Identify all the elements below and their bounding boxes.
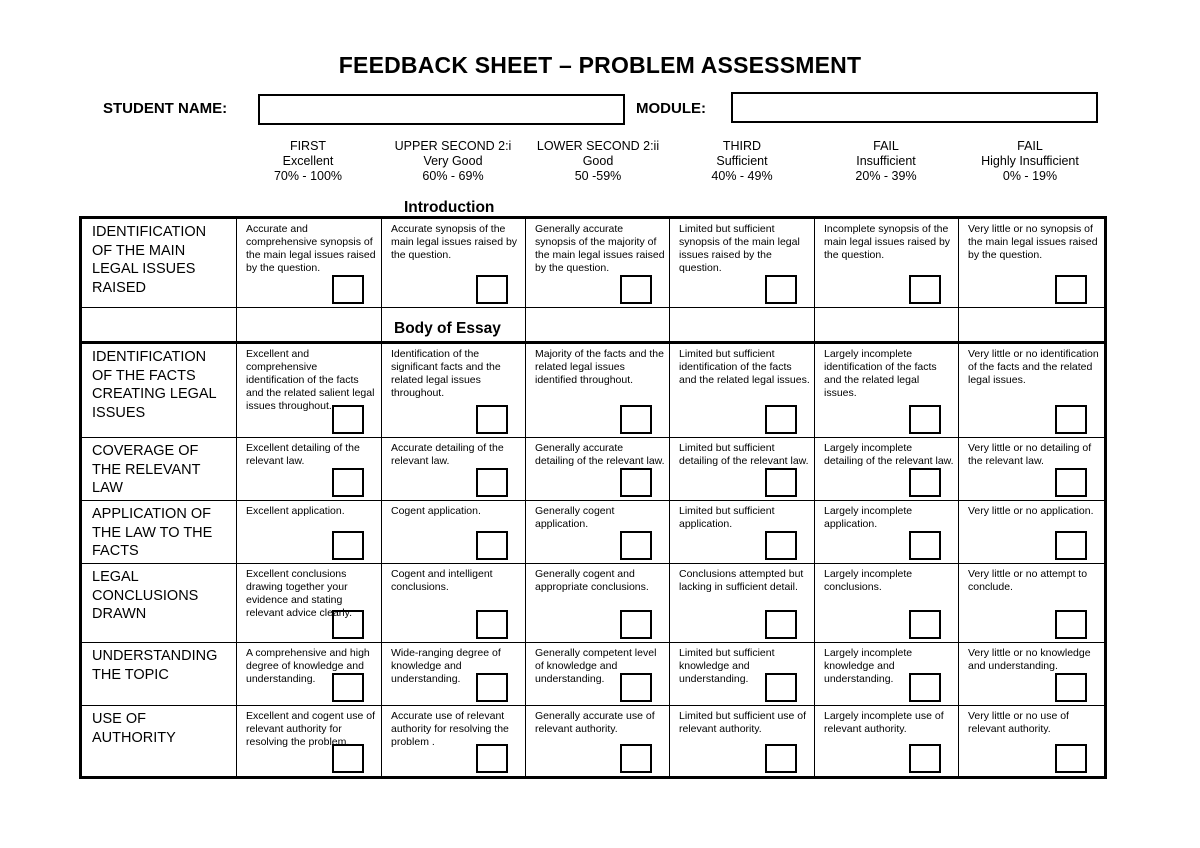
descriptor-cell	[526, 501, 670, 564]
grade-checkbox[interactable]	[1055, 673, 1087, 702]
grade-checkbox[interactable]	[765, 610, 797, 639]
grade-checkbox[interactable]	[476, 744, 508, 773]
criterion-row	[81, 438, 1106, 501]
grade-header	[814, 139, 958, 184]
criterion-row	[81, 501, 1106, 564]
section-introduction-label: Introduction	[404, 199, 495, 216]
grade-header	[381, 139, 525, 184]
separator-cell	[81, 308, 237, 343]
grade-descriptor: Highly Insufficient	[981, 154, 1079, 168]
descriptor-text: Excellent and cogent use of relevant authority for resolving the problem.	[246, 710, 376, 748]
descriptor-cell	[959, 438, 1106, 501]
descriptor-cell	[526, 218, 670, 308]
descriptor-cell	[670, 706, 815, 778]
descriptor-text: Accurate and comprehensive synopsis of the main legal issues raised by the question.	[246, 223, 376, 274]
grade-descriptor: Good	[582, 154, 614, 168]
criterion-label: UNDERSTANDING THE TOPIC	[81, 643, 237, 706]
descriptor-cell	[237, 564, 382, 643]
grade-range: 50 -59%	[574, 169, 622, 183]
grade-checkbox[interactable]	[909, 673, 941, 702]
grade-checkbox[interactable]	[765, 744, 797, 773]
grade-checkbox[interactable]	[909, 468, 941, 497]
criterion-label: IDENTIFICATION OF THE MAIN LEGAL ISSUES RAISED	[81, 218, 237, 308]
descriptor-cell	[959, 218, 1106, 308]
criterion-label: IDENTIFICATION OF THE FACTS CREATING LEGAL ISSUES	[81, 343, 237, 438]
descriptor-text: Largely incomplete identification of the facts and the related legal issues.	[824, 348, 937, 399]
descriptor-cell	[959, 643, 1106, 706]
descriptor-text: Limited but sufficient application.	[679, 505, 775, 530]
grade-checkbox[interactable]	[765, 468, 797, 497]
descriptor-cell	[237, 643, 382, 706]
criterion-row	[81, 706, 1106, 778]
grade-range: 40% - 49%	[711, 169, 773, 183]
descriptor-text: Excellent and comprehensive identification of the facts and the related salient legal issues throughout.	[246, 348, 375, 412]
grade-checkbox[interactable]	[620, 468, 652, 497]
descriptor-text: Generally accurate detailing of the relevant law.	[535, 442, 665, 467]
grade-checkbox[interactable]	[332, 275, 364, 304]
criterion-row	[81, 564, 1106, 643]
descriptor-cell	[670, 643, 815, 706]
descriptor-cell	[670, 343, 815, 438]
descriptor-text: Very little or no synopsis of the main legal issues raised by the question.	[968, 223, 1098, 261]
grade-descriptor: Sufficient	[716, 154, 768, 168]
descriptor-text: Limited but sufficient detailing of the relevant law.	[679, 442, 809, 467]
grade-checkbox[interactable]	[476, 275, 508, 304]
descriptor-cell	[526, 643, 670, 706]
grade-checkbox[interactable]	[620, 673, 652, 702]
grade-checkbox[interactable]	[909, 405, 941, 434]
grade-checkbox[interactable]	[332, 744, 364, 773]
descriptor-text: Very little or no detailing of the relevant law.	[968, 442, 1092, 467]
descriptor-cell	[959, 706, 1106, 778]
descriptor-text: Majority of the facts and the related legal issues identified throughout.	[535, 348, 664, 386]
descriptor-text: Very little or no use of relevant authority.	[968, 710, 1069, 735]
grade-checkbox[interactable]	[765, 673, 797, 702]
grade-range: 60% - 69%	[422, 169, 484, 183]
descriptor-cell	[237, 706, 382, 778]
descriptor-cell	[237, 343, 382, 438]
grade-checkbox[interactable]	[476, 405, 508, 434]
grade-checkbox[interactable]	[765, 531, 797, 560]
descriptor-cell	[526, 343, 670, 438]
descriptor-text: Excellent detailing of the relevant law.	[246, 442, 360, 467]
grade-checkbox[interactable]	[1055, 610, 1087, 639]
descriptor-text: Generally accurate synopsis of the majority of the main legal issues raised by the question.	[535, 223, 665, 274]
separator-cell	[670, 308, 815, 343]
descriptor-text: Cogent application.	[391, 505, 481, 517]
descriptor-text: Very little or no knowledge and understanding.	[968, 647, 1091, 672]
grade-checkbox[interactable]	[909, 275, 941, 304]
descriptor-text: Generally competent level of knowledge and understanding.	[535, 647, 657, 685]
grade-name: FIRST	[289, 139, 327, 153]
student-name-field[interactable]	[258, 94, 625, 125]
descriptor-text: Wide-ranging degree of knowledge and understanding.	[391, 647, 501, 685]
separator-cell	[815, 308, 959, 343]
grade-checkbox[interactable]	[332, 610, 364, 639]
grade-name: FAIL	[1017, 139, 1043, 153]
descriptor-text: Conclusions attempted but lacking in sufficient detail.	[679, 568, 804, 593]
page-title: FEEDBACK SHEET – PROBLEM ASSESSMENT	[338, 52, 862, 78]
criterion-row	[81, 643, 1106, 706]
descriptor-text: Accurate use of relevant authority for resolving the problem .	[391, 710, 509, 748]
descriptor-cell	[670, 501, 815, 564]
grade-checkbox[interactable]	[1055, 405, 1087, 434]
descriptor-text: Excellent conclusions drawing together your evidence and stating relevant advice clearly.	[246, 568, 353, 619]
descriptor-cell	[815, 501, 959, 564]
separator-cell	[382, 308, 526, 343]
descriptor-cell	[237, 218, 382, 308]
criterion-row	[81, 343, 1106, 438]
grade-checkbox[interactable]	[620, 610, 652, 639]
grade-checkbox[interactable]	[620, 744, 652, 773]
descriptor-cell	[526, 438, 670, 501]
grade-range: 70% - 100%	[273, 169, 343, 183]
descriptor-cell	[526, 706, 670, 778]
grade-descriptor: Excellent	[282, 154, 334, 168]
descriptor-cell	[959, 343, 1106, 438]
descriptor-cell	[815, 643, 959, 706]
separator-cell	[959, 308, 1106, 343]
grade-checkbox[interactable]	[476, 468, 508, 497]
module-field[interactable]	[731, 92, 1098, 123]
criterion-row	[81, 218, 1106, 308]
descriptor-text: Largely incomplete knowledge and understanding.	[824, 647, 913, 685]
descriptor-text: Very little or no application.	[968, 505, 1094, 517]
grade-checkbox[interactable]	[476, 673, 508, 702]
module-label: MODULE:	[636, 100, 706, 117]
descriptor-cell	[815, 218, 959, 308]
descriptor-cell	[959, 564, 1106, 643]
grade-checkbox[interactable]	[765, 275, 797, 304]
grade-checkbox[interactable]	[620, 405, 652, 434]
descriptor-text: Cogent and intelligent conclusions.	[391, 568, 493, 593]
descriptor-text: Largely incomplete application.	[824, 505, 913, 530]
descriptor-cell	[382, 706, 526, 778]
descriptor-cell	[959, 501, 1106, 564]
descriptor-cell	[815, 438, 959, 501]
grade-checkbox[interactable]	[332, 531, 364, 560]
descriptor-cell	[237, 501, 382, 564]
descriptor-cell	[670, 218, 815, 308]
descriptor-cell	[382, 643, 526, 706]
grade-descriptor: Very Good	[423, 154, 483, 168]
grade-header	[236, 139, 380, 184]
grade-checkbox[interactable]	[620, 275, 652, 304]
descriptor-text: Generally cogent and appropriate conclusions.	[535, 568, 649, 593]
grade-header	[670, 139, 814, 184]
descriptor-text: Generally cogent application.	[535, 505, 615, 530]
grade-checkbox[interactable]	[476, 531, 508, 560]
criterion-label: COVERAGE OF THE RELEVANT LAW	[81, 438, 237, 501]
grade-checkbox[interactable]	[332, 405, 364, 434]
descriptor-text: Limited but sufficient knowledge and understanding.	[679, 647, 775, 685]
criterion-label: USE OF AUTHORITY	[81, 706, 237, 778]
grade-header	[958, 139, 1102, 184]
grade-checkbox[interactable]	[332, 673, 364, 702]
grade-checkbox[interactable]	[620, 531, 652, 560]
descriptor-text: Largely incomplete conclusions.	[824, 568, 913, 593]
descriptor-text: Accurate detailing of the relevant law.	[391, 442, 504, 467]
grade-checkbox[interactable]	[1055, 275, 1087, 304]
rubric-table	[79, 216, 1107, 779]
grade-descriptor: Insufficient	[856, 154, 916, 168]
separator-cell	[526, 308, 670, 343]
descriptor-cell	[237, 438, 382, 501]
grade-range: 0% - 19%	[1002, 169, 1058, 183]
descriptor-text: Incomplete synopsis of the main legal issues raised by the question.	[824, 223, 951, 261]
grade-checkbox[interactable]	[332, 468, 364, 497]
grade-checkbox[interactable]	[1055, 744, 1087, 773]
descriptor-cell	[670, 564, 815, 643]
descriptor-cell	[815, 564, 959, 643]
grade-name: FAIL	[873, 139, 899, 153]
grade-checkbox[interactable]	[1055, 468, 1087, 497]
grade-checkbox[interactable]	[765, 405, 797, 434]
descriptor-text: Largely incomplete detailing of the relevant law.	[824, 442, 954, 467]
descriptor-cell	[526, 564, 670, 643]
criterion-label: APPLICATION OF THE LAW TO THE FACTS	[81, 501, 237, 564]
separator-cell	[237, 308, 382, 343]
descriptor-cell	[382, 564, 526, 643]
descriptor-text: A comprehensive and high degree of knowledge and understanding.	[246, 647, 370, 685]
grade-header	[526, 139, 670, 184]
descriptor-text: Accurate synopsis of the main legal issues raised by the question.	[391, 223, 518, 261]
descriptor-text: Generally accurate use of relevant authority.	[535, 710, 655, 735]
grade-checkbox[interactable]	[909, 744, 941, 773]
descriptor-text: Largely incomplete use of relevant authority.	[824, 710, 944, 735]
descriptor-text: Limited but sufficient synopsis of the main legal issues raised by the question.	[679, 223, 800, 274]
grade-checkbox[interactable]	[909, 531, 941, 560]
descriptor-cell	[815, 706, 959, 778]
grade-checkbox[interactable]	[476, 610, 508, 639]
descriptor-text: Very little or no attempt to conclude.	[968, 568, 1088, 593]
descriptor-text: Limited but sufficient use of relevant authority.	[679, 710, 807, 735]
grade-name: THIRD	[722, 139, 762, 153]
grade-name: UPPER SECOND 2:i	[394, 139, 512, 153]
descriptor-cell	[815, 343, 959, 438]
student-name-label: STUDENT NAME:	[103, 100, 228, 117]
section-body-label: Body of Essay	[394, 320, 501, 337]
grade-checkbox[interactable]	[1055, 531, 1087, 560]
descriptor-cell	[382, 438, 526, 501]
descriptor-text: Excellent application.	[246, 505, 345, 517]
descriptor-cell	[670, 438, 815, 501]
descriptor-cell	[382, 501, 526, 564]
descriptor-cell	[382, 218, 526, 308]
descriptor-text: Identification of the significant facts and the related legal issues throughout.	[391, 348, 501, 399]
grade-name: LOWER SECOND 2:ii	[536, 139, 660, 153]
section-separator-row	[81, 308, 1106, 343]
descriptor-text: Limited but sufficient identification of the facts and the related legal issues.	[679, 348, 810, 386]
descriptor-cell	[382, 343, 526, 438]
grade-range: 20% - 39%	[855, 169, 917, 183]
criterion-label: LEGAL CONCLUSIONS DRAWN	[81, 564, 237, 643]
grade-checkbox[interactable]	[909, 610, 941, 639]
descriptor-text: Very little or no identification of the facts and the related legal issues.	[968, 348, 1099, 386]
